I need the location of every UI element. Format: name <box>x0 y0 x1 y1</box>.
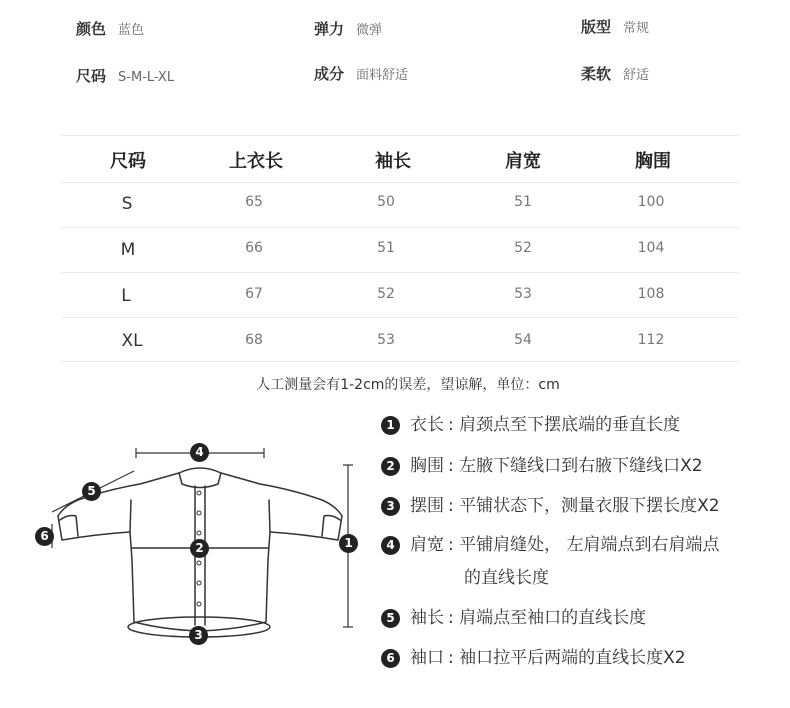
value-chest: 100 <box>637 194 665 210</box>
value-sleeve: 51 <box>377 240 395 256</box>
table-divider <box>62 182 738 183</box>
size-label: M <box>120 240 136 260</box>
size-label: XL <box>121 331 143 351</box>
value-length: 67 <box>245 286 263 302</box>
value-sleeve: 52 <box>377 286 395 302</box>
attr-softness: 柔软 舒适 <box>581 65 650 83</box>
number-badge: 2 <box>381 457 400 476</box>
diagram-badge-5: 5 <box>82 482 101 501</box>
table-divider <box>62 227 738 228</box>
value-chest: 112 <box>637 332 665 348</box>
header-length: 上衣长 <box>229 151 283 172</box>
diagram-badge-2: 2 <box>190 539 209 558</box>
measurement-note: 人工测量会有1-2cm的误差，望谅解，单位：cm <box>256 377 560 393</box>
number-badge: 5 <box>381 609 400 628</box>
shirt-outline <box>0 0 383 708</box>
measurement-item: 6 袖口 : 袖口拉平后两端的直线长度X2 <box>381 643 686 668</box>
diagram-badge-4: 4 <box>190 443 209 462</box>
value-shoulder: 52 <box>514 240 532 256</box>
header-sleeve: 袖长 <box>375 151 411 172</box>
value-sleeve: 50 <box>377 194 395 210</box>
size-label: L <box>121 286 131 306</box>
header-shoulder: 肩宽 <box>505 151 541 172</box>
header-chest: 胸围 <box>635 151 671 172</box>
header-size: 尺码 <box>110 151 146 172</box>
value-sleeve: 53 <box>377 332 395 348</box>
number-badge: 3 <box>381 497 400 516</box>
value-shoulder: 53 <box>514 286 532 302</box>
table-divider <box>62 317 738 318</box>
table-divider <box>62 272 738 273</box>
diagram-badge-1: 1 <box>339 534 358 553</box>
value-shoulder: 54 <box>514 332 532 348</box>
diagram-badge-3: 3 <box>189 626 208 645</box>
number-badge: 4 <box>381 536 400 555</box>
value-length: 68 <box>245 332 263 348</box>
size-label: S <box>121 194 133 214</box>
attr-color: 颜色 蓝色 <box>76 20 145 38</box>
attr-size: 尺码 S-M-L-XL <box>76 67 175 85</box>
value-chest: 108 <box>637 286 665 302</box>
diagram-badge-6: 6 <box>35 527 54 546</box>
value-length: 66 <box>245 240 263 256</box>
attr-material: 成分 面料舒适 <box>314 65 409 83</box>
table-divider <box>62 135 738 136</box>
attr-fit: 版型 常规 <box>581 18 650 36</box>
table-divider <box>62 361 738 362</box>
value-length: 65 <box>245 194 263 210</box>
value-shoulder: 51 <box>514 194 532 210</box>
number-badge: 6 <box>381 649 400 668</box>
measurement-item: 4 肩宽 : 平铺肩缝处， 左肩端点到右肩端点 <box>381 530 720 555</box>
measurement-item: 5 袖长 : 肩端点至袖口的直线长度 <box>381 603 646 628</box>
attr-elasticity: 弹力 微弹 <box>314 20 383 38</box>
value-chest: 104 <box>637 240 665 256</box>
measurement-item: 2 胸围 : 左腋下缝线口到右腋下缝线口X2 <box>381 451 703 476</box>
measurement-item: 1 衣长 : 肩颈点至下摆底端的垂直长度 <box>381 410 680 435</box>
measurement-item: 3 摆围 : 平铺状态下，测量衣服下摆长度X2 <box>381 491 720 516</box>
measurement-item-continuation: 的直线长度 <box>464 568 549 588</box>
number-badge: 1 <box>381 416 400 435</box>
